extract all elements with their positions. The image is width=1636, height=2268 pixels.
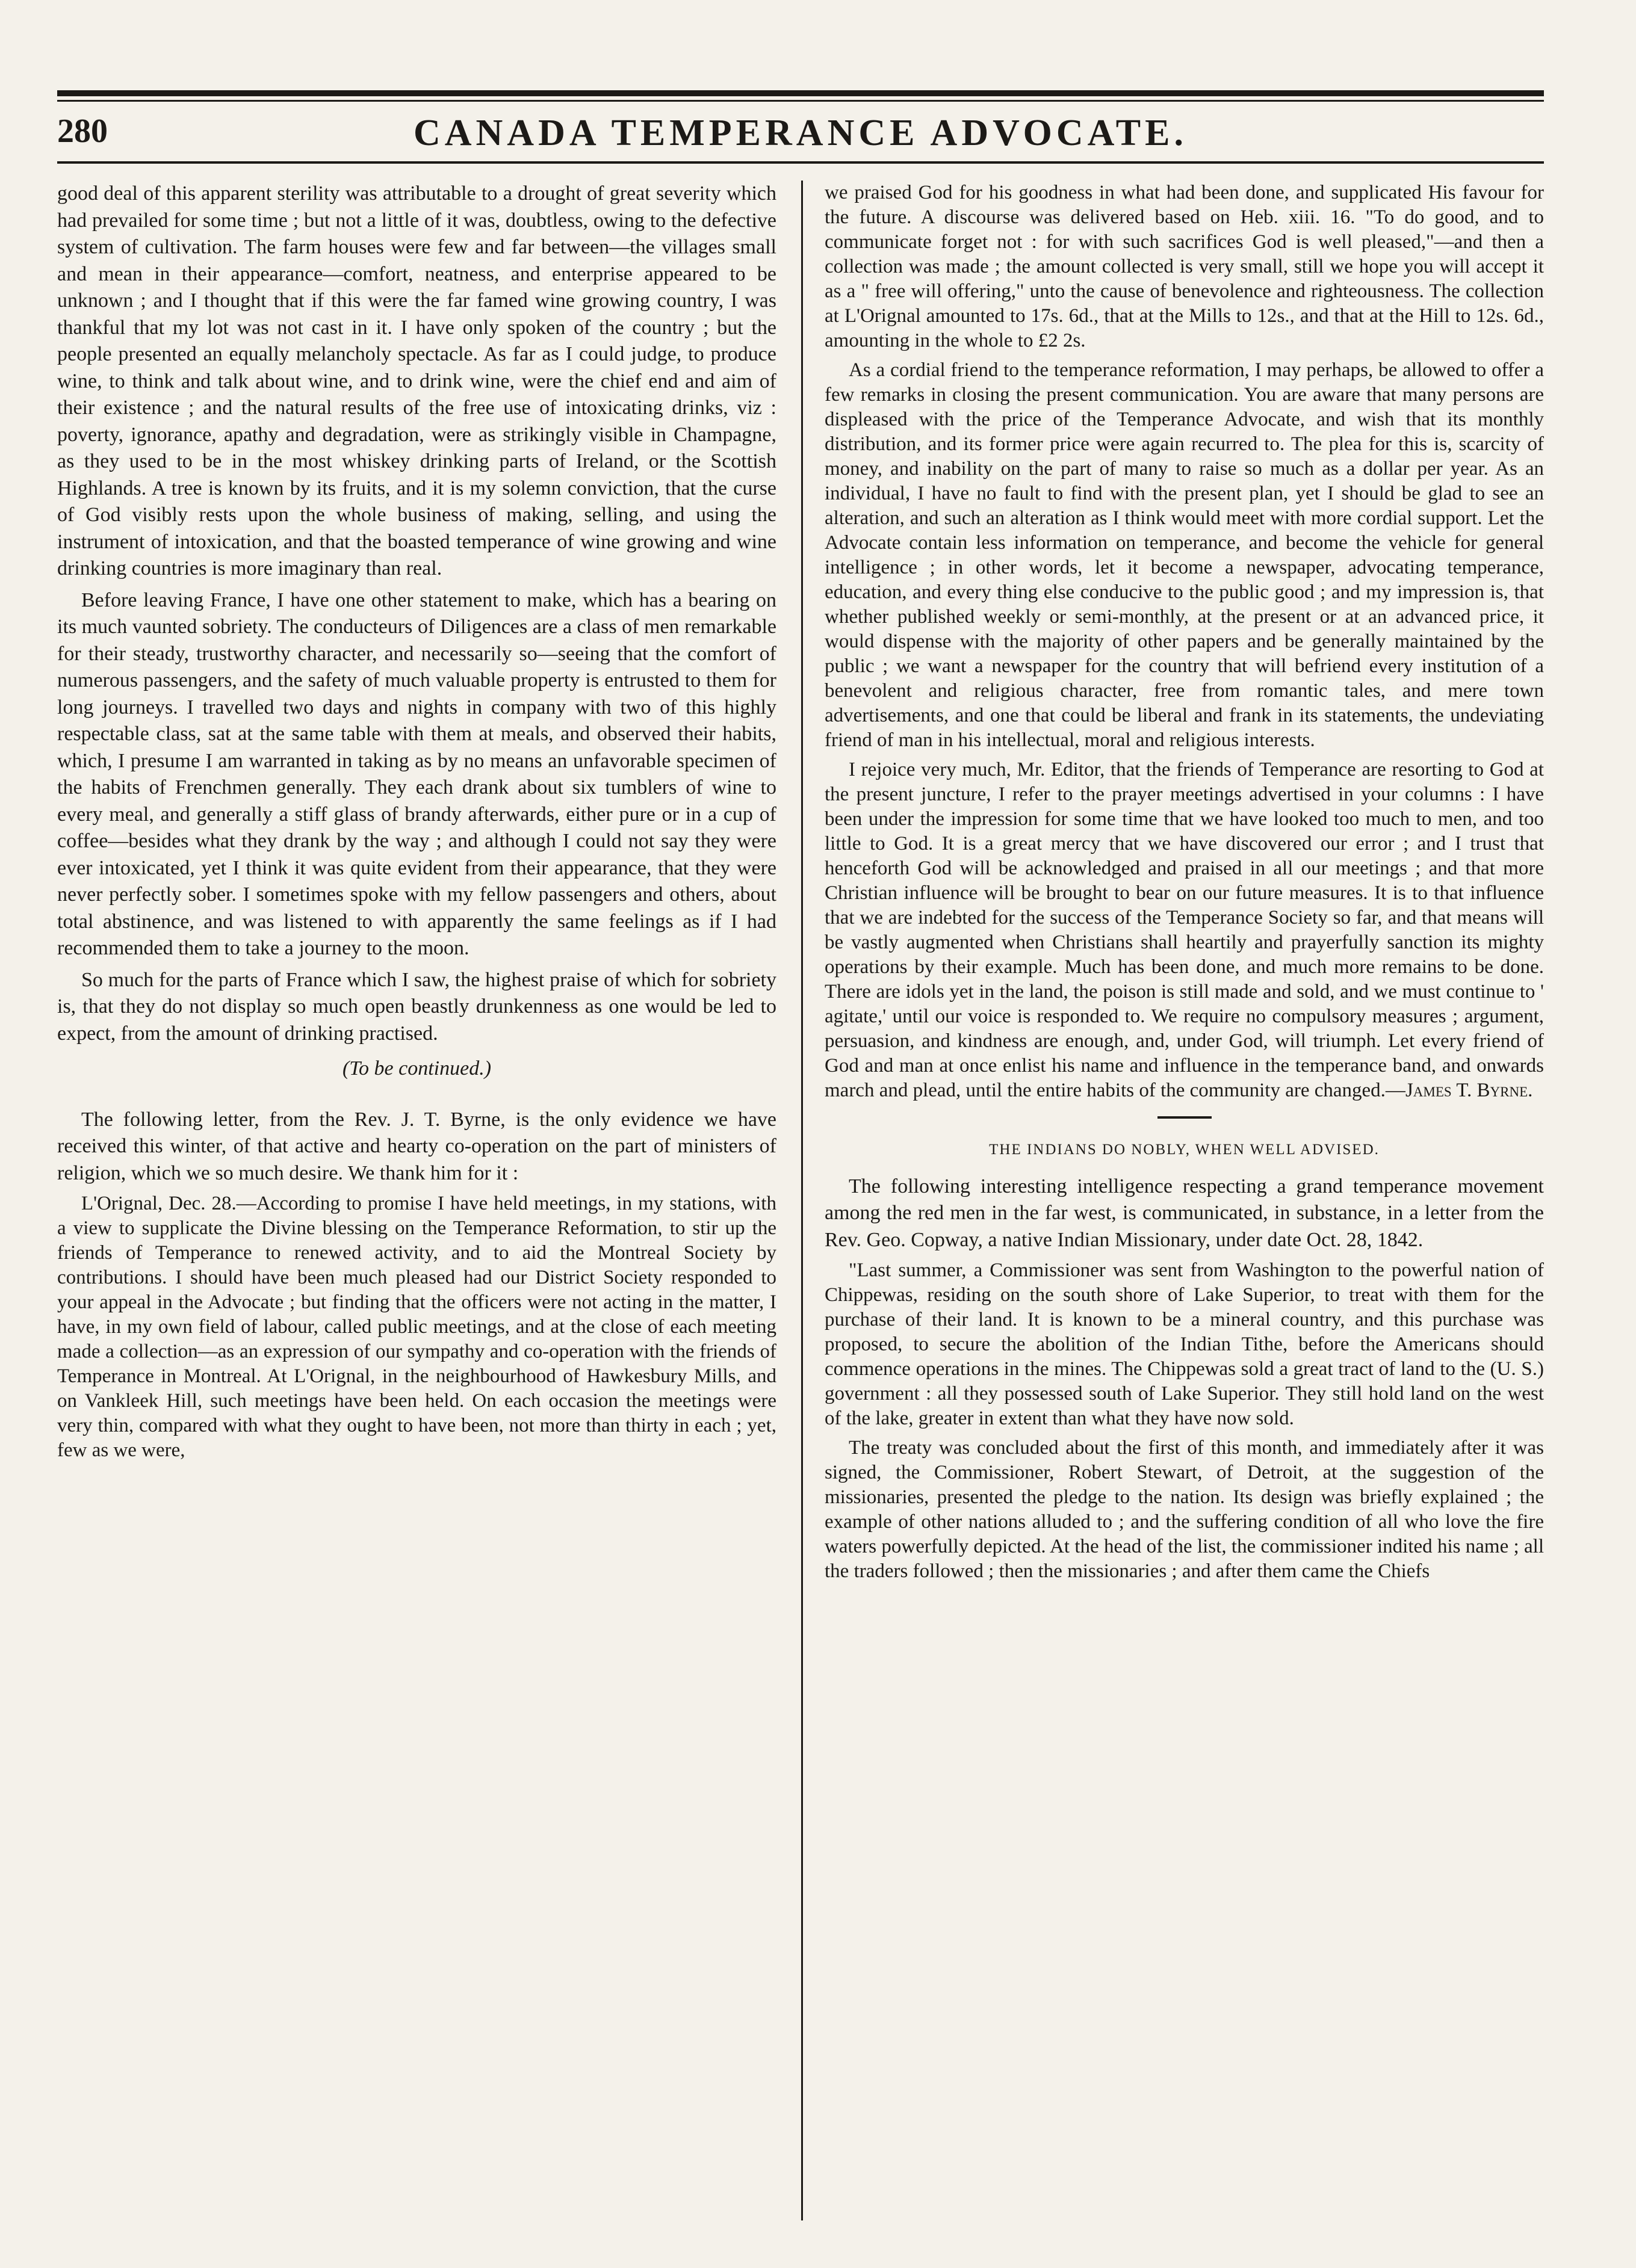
top-thick-rule	[57, 90, 1544, 96]
left-column	[57, 181, 776, 2220]
left-paragraph-4: The following letter, from the Rev. J. T. Byrne, is the only evidence we have received this winter, of that active and hearty co-operation on the part of ministers of religion, which we so much desire. We thank him for it :	[57, 1108, 776, 1184]
right-paragraph-3-text: I rejoice very much, Mr. Editor, that the friends of Temperance are resorting to God at the present juncture, I refer to the prayer meetings advertised in your columns : I have been under the impression for some time that we have looked too much to men, and too little to God. It is a great mercy that we have discovered our error ; and I trust that henceforth God will be acknowledged and praised in all our meetings ; and that more Christian influence will be brought to bear on our future measures. It is to that influence that we are indebted for the success of the Temperance Society so far, and that means will be vastly augmented when Christians shall heartily and prayerfully sanction its mighty operations by their example. Much has been done, and much more remains to be done. There are idols yet in the land, the poison is still made and sold, and we must continue to ' agitate,' until our voice is responded to. We require no compulsory measures ; argument, persuasion, and kindness are enough, and, under God, will triumph. Let every friend of God and man at once enlist his name and influence in the temperance band, and onwards march and plead, until the entire habits of the community are changed.—	[825, 759, 1544, 1101]
newspaper-page	[57, 90, 1544, 2232]
page-number: 280	[57, 113, 108, 150]
left-paragraph-5: L'Orignal, Dec. 28.—According to promise I have held meetings, in my stations, with a view to supplicate the Divine blessing on the Temperance Reformation, to stir up the friends of Temperance to renewed activity, and to aid the Montreal Society by contributions. I should have been much pleased had our District Society responded to your appeal in the Advocate ; but finding that the officers were not acting in the matter, I have, in my own field of labour, called public meetings, and at the close of each meeting made a collection—as an expression of our sympathy and co-operation with the friends of Temperance in Montreal. At L'Orignal, in the neighbourhood of Hawkesbury Mills, and on Vankleek Hill, such meetings have been held. On each occasion the meetings were very thin, compared with what they ought to have been, not more than thirty in each ; yet, few as we were,	[57, 1193, 776, 1461]
header-rule	[57, 161, 1544, 164]
right-paragraph-3	[825, 758, 1544, 1103]
right-column	[825, 181, 1544, 2220]
right-paragraph-6: The treaty was concluded about the first of this month, and immediately after it was signed, the Commissioner, Robert Stewart, of Detroit, at the suggestion of the missionaries, presented the pledge to the nation. Its design was briefly explained ; the example of other nations alluded to ; and the suffering condition of all who love the fire waters powerfully depicted. At the head of the list, the commissioner indited his name ; all the traders followed ; then the missionaries ; and after them came the Chiefs	[825, 1437, 1544, 1582]
left-paragraph-3: So much for the parts of France which I saw, the highest praise of which for sobriety is, that they do not display so much open beastly drunkenness as one would be led to expect, from the amount of drinking practised.	[57, 968, 776, 1045]
masthead-title: CANADA TEMPERANCE ADVOCATE.	[413, 113, 1188, 153]
right-paragraph-4: The following interesting intelligence respecting a grand temperance movement among the red men in the far west, is communicated, in substance, in a letter from the Rev. Geo. Copway, a native Indian Missionary, under date Oct. 28, 1842.	[825, 1175, 1544, 1251]
column-divider	[801, 181, 803, 2220]
section-heading: THE INDIANS DO NOBLY, WHEN WELL ADVISED.	[989, 1142, 1380, 1158]
right-paragraph-5: "Last summer, a Commissioner was sent from Washington to the powerful nation of Chippewas, residing on the south shore of Lake Superior, to treat with them for the purchase of their land. It is known to be a mineral country, and this purchase was proposed, to secure the abolition of the Indian Tithe, before the Americans should commence operations in the mines. The Chippewas sold a great tract of land to the (U. S.) government : all they possessed south of Lake Superior. They still hold land on the west of the lake, greater in extent than what they have now sold.	[825, 1259, 1544, 1429]
left-paragraph-2: Before leaving France, I have one other statement to make, which has a bearing on its much vaunted sobriety. The conducteurs of Diligences are a class of men remarkable for their steady, trustworthy character, and necessarily so—seeing that the comfort of numerous passengers, and the safety of much valuable property is entrusted to them for long journeys. I travelled two days and nights in company with two of this highly respectable class, sat at the same table with them at meals, and observed their habits, which, I presume I am warranted in taking as by no means an unfavorable specimen of the habits of Frenchmen generally. They each drank about six tumblers of wine to every meal, and generally a stiff glass of brandy afterwards, either pure or in a cup of coffee—besides what they drank by the way ; and although I could not say they were ever intoxicated, yet I think it was quite evident from their appearance, that they were never perfectly sober. I sometimes spoke with my fellow passengers and others, about total abstinence, and was listened to with apparently the same feelings as if I had recommended them to take a journey to the moon.	[57, 589, 776, 959]
left-paragraph-1: good deal of this apparent sterility was attributable to a drought of great severity which had prevailed for some time ; but not a little of it was, doubtless, owing to the defective system of cultivation. The farm houses were few and far between—the villages small and mean in their appearance—comfort, neatness, and enterprise appeared to be unknown ; and I thought that if this were the far famed wine growing country, I was thankful that my lot was not cast in it. I have only spoken of the country ; but the people presented an equally melancholy spectacle. As far as I could judge, to produce wine, to think and talk about wine, and to drink wine, were the chief end and aim of their existence ; and the natural results of the free use of intoxicating drinks, viz : poverty, ignorance, apathy and degradation, were as strikingly visible in Champagne, as they used to be in the most whiskey drinking parts of Ireland, or the Scottish Highlands. A tree is known by its fruits, and it is my solemn conviction, that the curse of God visibly rests upon the whole business of making, selling, and using the instrument of intoxication, and that the boasted temperance of wine growing and wine drinking countries is more imaginary than real.	[57, 182, 776, 579]
right-paragraph-1: we praised God for his goodness in what had been done, and supplicated His favour for the future. A discourse was delivered based on Heb. xiii. 16. "To do good, and to communicate forget not : for with such sacrifices God is well pleased,"—and then a collection was made ; the amount collected is very small, still we hope you will accept it as a " free will offering," unto the cause of benevolence and righteousness. The collection at L'Orignal amounted to 17s. 6d., that at the Mills to 12s., and that at the Hill to 12s. 6d., amounting in the whole to £2 2s.	[825, 182, 1544, 351]
section-separator	[1157, 1116, 1212, 1119]
signature: James T. Byrne.	[1405, 1080, 1533, 1101]
page-header	[57, 112, 1544, 160]
right-paragraph-2: As a cordial friend to the temperance reformation, I may perhaps, be allowed to offer a few remarks in closing the present communication. You are aware that many persons are displeased with the price of the Temperance Advocate, and wish that its monthly distribution, and its former price were again recurred to. The plea for this is, scarcity of money, and inability on the part of many to raise so much as a dollar per year. As an individual, I have no fault to find with the present plan, yet I should be glad to see an alteration, and such an alteration as I think would meet with more cordial support. Let the Advocate contain less information on temperance, and become the vehicle for general intelligence ; in other words, let it become a newspaper, advocating temperance, education, and every thing else conducive to the public good ; and my impression is, that whether published weekly or semi-monthly, at the present or at an advanced price, it would dispense with the majority of other papers and be generally maintained by the public ; we want a newspaper for the country that will befriend every institution of a benevolent and religious character, free from romantic tales, and mere town advertisements, and one that could be liberal and frank in its statements, the undeviating friend of man in his intellectual, moral and religious interests.	[825, 359, 1544, 751]
to-be-continued: (To be continued.)	[342, 1057, 492, 1080]
top-thin-rule	[57, 100, 1544, 102]
